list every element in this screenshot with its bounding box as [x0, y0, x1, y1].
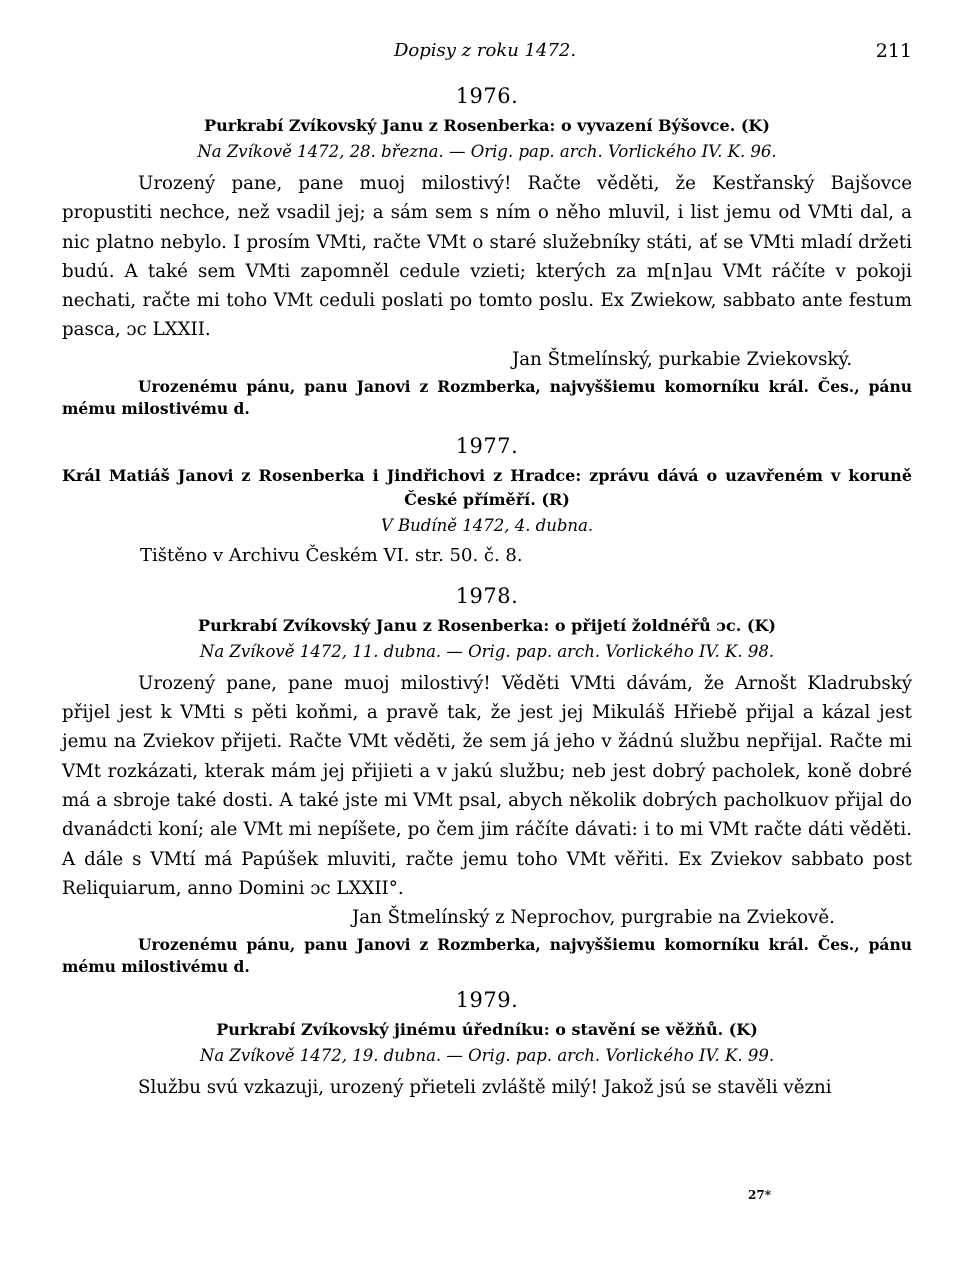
page: [62, 40, 912, 1102]
entry-dateline: Na Zvíkově 1472, 19. dubna. — Orig. pap. arch. Vorlického IV. K. 99.: [199, 1046, 775, 1066]
running-head: [62, 40, 912, 74]
entry-address: Urozenému pánu, panu Janovi z Rozmberka, najvyššiemu komorníku král. Čes., pánu mému milostivému d.: [62, 376, 912, 418]
entry-dateline: Na Zvíkově 1472, 28. března. — Orig. pap. arch. Vorlického IV. K. 96.: [197, 142, 777, 161]
entry-1977: [62, 434, 912, 566]
entry-address: Urozenému pánu, panu Janovi z Rozmberka, najvyššiemu komorníku král. Čes., pánu mému milostivému d.: [62, 935, 912, 977]
entry-body: Urozený pane, pane muoj milostivý! Račte věděti, že Kestřanský Bajšovce propustiti nechce, než vsadil jej; a sám sem s ním o něho mluvil, i list jemu od VMti dal, a nic platno nebylo. I prosím VMti, račte VMt o staré služebníky státi, ať se VMti mladí držeti budú. A také sem VMti zapomněl cedule vzieti; kterých za m[n]au VMt ráčíte v pokoji nechati, račte mi toho VMt ceduli poslati po tomto poslu. Ex Zwiekow, sabbato ante festum pasca, ɔc LXXII.: [62, 173, 912, 341]
entry-number: 1978.: [455, 583, 519, 608]
entry-body: Službu svú vzkazuji, urozený přieteli zvláště milý! Jakož jsú se stavěli vězni: [138, 1077, 832, 1099]
entry-heading: Purkrabí Zvíkovský Janu z Rosenberka: o přijetí žoldnéřů ɔc. (K): [198, 615, 776, 635]
entry-heading: Purkrabí Zvíkovský jinému úředníku: o stavění se věžňů. (K): [216, 1020, 758, 1040]
entry-1978: [62, 584, 912, 978]
entry-signature: Jan Štmelínský, purkabie Zviekovský.: [512, 348, 853, 370]
entry-number: 1976.: [455, 84, 519, 108]
entry-dateline: V Budíně 1472, 4. dubna.: [380, 515, 594, 535]
entry-dateline: Na Zvíkově 1472, 11. dubna. — Orig. pap. arch. Vorlického IV. K. 98.: [199, 641, 775, 661]
printed-reference: Tištěno v Archivu Českém VI. str. 50. č. 8.: [140, 544, 523, 566]
entry-signature: Jan Štmelínský z Neprochov, purgrabie na Zviekově.: [352, 907, 835, 929]
entry-1976: [62, 84, 912, 420]
entry-body: Urozený pane, pane muoj milostivý! Věděti VMti dávám, že Arnošt Kladrubský přijel jest k VMti s pěti koňmi, a pravě tak, že jest jej Mikuláš Hřiebě přijal a kázal jest jemu na Zviekov přijeti. Račte VMt věděti, že sem já jeho v žádnú službu nepřijal. Račte mi VMt rozkázati, kterak mám jej přijieti a v jakú službu; neb jest dobrý pacholek, koně dobré má a sbroje také dosti. A také jste mi VMt psal, abych několik dobrých pacholkuov přijal do dvanádcti koní; ale VMt mi nepíšete, po čem jim ráčíte dávati: i to mi VMt račte dáti věděti. A dále s VMtí má Papúšek mluviti, račte jemu toho VMt věřiti. Ex Zviekov sabbato post Reliquiarum, anno Domini ɔc LXXII°.: [62, 672, 912, 899]
signature-mark: 27*: [748, 1188, 771, 1202]
entry-number: 1977.: [455, 433, 519, 458]
page-number: 211: [875, 40, 912, 62]
entry-heading: Purkrabí Zvíkovský Janu z Rosenberka: o vyvazení Býšovce. (K): [204, 116, 770, 135]
entry-number: 1979.: [455, 988, 519, 1013]
entry-heading: Král Matiáš Janovi z Rosenberka i Jindřichovi z Hradce: zprávu dává o uzavřeném v koruně České příměří. (R): [62, 465, 912, 509]
entry-1979: [62, 988, 912, 1102]
running-title: Dopisy z roku 1472.: [394, 40, 577, 61]
